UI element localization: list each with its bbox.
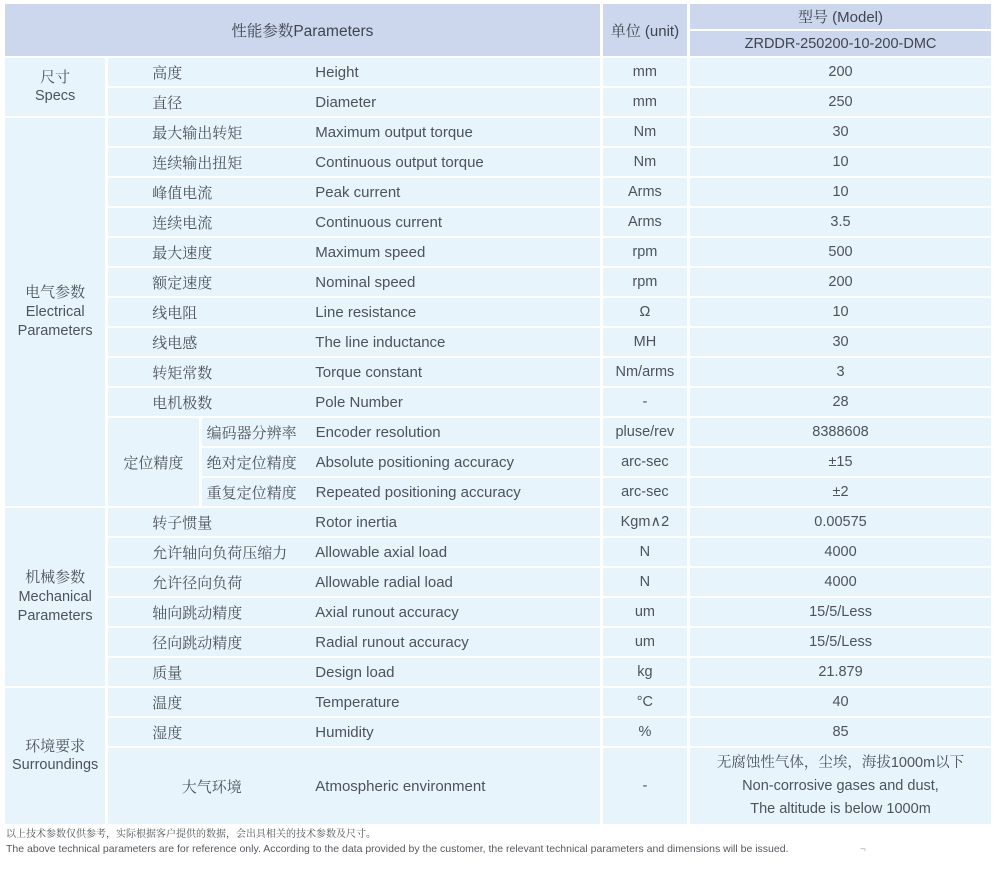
param-zh: 最大输出转矩 (152, 124, 243, 142)
spec-row (5, 178, 991, 206)
param-en: Rotor inertia (315, 513, 397, 531)
value-line: The altitude is below 1000m (750, 800, 931, 817)
param-en: Allowable axial load (315, 543, 448, 561)
value-cell: 30 (690, 118, 991, 146)
value-cell: 10 (690, 148, 991, 176)
spec-row (5, 718, 991, 746)
param-cell (108, 268, 599, 296)
unit-cell: kg (603, 658, 687, 686)
spec-row (5, 358, 991, 386)
unit-cell: Nm (603, 118, 687, 146)
param-en: Allowable radial load (315, 573, 453, 591)
spec-row (5, 538, 991, 566)
param-en: Continuous output torque (315, 153, 484, 171)
param-zh: 质量 (152, 664, 183, 682)
unit-cell: pluse/rev (603, 418, 687, 446)
param-en: Pole Number (315, 393, 403, 411)
spec-row (5, 418, 991, 446)
unit-cell: rpm (603, 268, 687, 296)
param-zh: 高度 (152, 64, 183, 82)
spec-row (5, 568, 991, 596)
value-cell: 15/5/Less (690, 598, 991, 626)
param-zh: 峰值电流 (152, 184, 213, 202)
param-cell (108, 358, 599, 386)
category-en: Mechanical Parameters (17, 588, 93, 624)
value-cell: 4000 (690, 538, 991, 566)
category-cell-mechanical (5, 508, 105, 686)
param-zh: 允许轴向负荷压缩力 (152, 544, 288, 562)
param-cell (108, 628, 599, 656)
param-cell (108, 88, 599, 116)
value-cell: 30 (690, 328, 991, 356)
param-cell (202, 448, 600, 476)
unit-header: 单位 (unit) (603, 4, 687, 56)
param-en: Design load (315, 663, 395, 681)
param-zh: 大气环境 (181, 778, 242, 796)
param-zh: 电机极数 (152, 394, 213, 412)
subgroup-positioning-accuracy: 定位精度 (108, 418, 198, 506)
unit-cell: mm (603, 88, 687, 116)
unit-cell: N (603, 538, 687, 566)
value-cell: 0.00575 (690, 508, 991, 536)
param-en: Encoder resolution (315, 423, 441, 441)
spec-table (2, 2, 994, 826)
unit-cell: % (603, 718, 687, 746)
param-en: Temperature (315, 693, 400, 711)
param-cell (108, 298, 599, 326)
param-cell (108, 208, 599, 236)
param-en: Line resistance (315, 303, 417, 321)
value-cell: ±2 (690, 478, 991, 506)
value-cell: 15/5/Less (690, 628, 991, 656)
param-en: Repeated positioning accuracy (315, 483, 521, 501)
param-en: Continuous current (315, 213, 443, 231)
param-cell (108, 328, 599, 356)
param-en: The line inductance (315, 333, 446, 351)
param-zh: 湿度 (152, 724, 183, 742)
unit-cell: arc-sec (603, 478, 687, 506)
spec-row (5, 298, 991, 326)
param-zh: 温度 (152, 694, 183, 712)
param-cell (108, 508, 599, 536)
param-cell (108, 538, 599, 566)
unit-cell: Nm/arms (603, 358, 687, 386)
category-cell-surroundings (5, 688, 105, 824)
category-zh: 电气参数 (25, 283, 86, 301)
model-header: 型号 (Model) (690, 4, 991, 29)
param-zh: 重复定位精度 (206, 484, 297, 502)
unit-cell: - (603, 748, 687, 824)
spec-row (5, 628, 991, 656)
param-en: Atmospheric environment (315, 777, 486, 795)
unit-cell: N (603, 568, 687, 596)
value-cell: 200 (690, 268, 991, 296)
spec-row (5, 118, 991, 146)
param-zh: 转矩常数 (152, 364, 213, 382)
header-row (5, 4, 991, 29)
param-zh: 连续输出扭矩 (152, 154, 243, 172)
spec-row (5, 748, 991, 824)
unit-cell: °C (603, 688, 687, 716)
value-cell: 10 (690, 298, 991, 326)
param-cell (202, 418, 600, 446)
value-cell: 200 (690, 58, 991, 86)
value-cell (690, 748, 991, 824)
param-cell (108, 178, 599, 206)
spec-row (5, 508, 991, 536)
spec-row (5, 658, 991, 686)
unit-cell: Ω (603, 298, 687, 326)
value-cell: 21.879 (690, 658, 991, 686)
param-zh: 转子惯量 (152, 514, 213, 532)
param-zh: 允许径向负荷 (152, 574, 243, 592)
category-zh: 环境要求 (25, 737, 86, 755)
unit-cell: - (603, 388, 687, 416)
spec-row (5, 688, 991, 716)
category-zh: 机械参数 (25, 568, 86, 586)
spec-row (5, 238, 991, 266)
value-cell: 500 (690, 238, 991, 266)
value-cell: 8388608 (690, 418, 991, 446)
param-cell (202, 478, 600, 506)
category-en: Specs (34, 88, 76, 105)
param-zh: 直径 (152, 94, 183, 112)
param-cell (108, 658, 599, 686)
unit-cell: Arms (603, 178, 687, 206)
spec-row (5, 598, 991, 626)
unit-cell: rpm (603, 238, 687, 266)
param-cell (108, 148, 599, 176)
param-en: Maximum speed (315, 243, 426, 261)
spec-row (5, 388, 991, 416)
value-cell: 40 (690, 688, 991, 716)
param-cell (108, 388, 599, 416)
param-en: Height (315, 63, 359, 81)
spec-row (5, 88, 991, 116)
param-en: Maximum output torque (315, 123, 473, 141)
param-cell (108, 238, 599, 266)
param-zh: 径向跳动精度 (152, 634, 243, 652)
spec-row (5, 58, 991, 86)
unit-cell: Arms (603, 208, 687, 236)
param-en: Diameter (315, 93, 377, 111)
param-en: Torque constant (315, 363, 423, 381)
category-en: Electrical Parameters (17, 303, 93, 339)
value-line: 无腐蚀性气体，尘埃，海拔1000m以下 (716, 754, 965, 771)
category-zh: 尺寸 (40, 68, 71, 86)
param-en: Nominal speed (315, 273, 416, 291)
value-cell: 250 (690, 88, 991, 116)
spec-row (5, 328, 991, 356)
corner-mark: ¬ (860, 844, 866, 855)
param-cell (108, 688, 599, 716)
unit-cell: um (603, 628, 687, 656)
param-zh: 编码器分辨率 (206, 424, 297, 442)
parameters-header: 性能参数Parameters (5, 4, 600, 56)
footnote-zh: 以上技术参数仅供参考，实际根据客户提供的数据，会出具相关的技术参数及尺寸。 (6, 829, 376, 840)
category-en: Surroundings (12, 757, 99, 774)
param-en: Humidity (315, 723, 374, 741)
unit-cell: Kgm∧2 (603, 508, 687, 536)
unit-cell: MH (603, 328, 687, 356)
unit-cell: um (603, 598, 687, 626)
param-cell (108, 598, 599, 626)
unit-cell: arc-sec (603, 448, 687, 476)
param-en: Absolute positioning accuracy (315, 453, 515, 471)
param-en: Axial runout accuracy (315, 603, 459, 621)
spec-row (5, 148, 991, 176)
value-cell: 3 (690, 358, 991, 386)
param-zh: 最大速度 (152, 244, 213, 262)
value-line: Non-corrosive gases and dust, (742, 777, 939, 794)
param-cell (108, 748, 599, 824)
param-cell (108, 568, 599, 596)
category-cell-specs (5, 58, 105, 116)
param-zh: 线电感 (152, 334, 198, 352)
category-cell-electrical (5, 118, 105, 506)
param-cell (108, 718, 599, 746)
value-cell: 85 (690, 718, 991, 746)
unit-cell: Nm (603, 148, 687, 176)
param-cell (108, 58, 599, 86)
spec-row (5, 268, 991, 296)
spec-row (5, 208, 991, 236)
value-cell: 28 (690, 388, 991, 416)
param-zh: 线电阻 (152, 304, 198, 322)
value-cell: ±15 (690, 448, 991, 476)
param-en: Peak current (315, 183, 401, 201)
param-zh: 轴向跳动精度 (152, 604, 243, 622)
value-cell: 4000 (690, 568, 991, 596)
model-number: ZRDDR-250200-10-200-DMC (690, 31, 991, 56)
footnotes (2, 828, 1000, 856)
param-en: Radial runout accuracy (315, 633, 469, 651)
value-cell: 3.5 (690, 208, 991, 236)
value-cell: 10 (690, 178, 991, 206)
param-zh: 连续电流 (152, 214, 213, 232)
unit-cell: mm (603, 58, 687, 86)
param-zh: 绝对定位精度 (206, 454, 297, 472)
footnote-en: The above technical parameters are for reference only. According to the data provided by the customer, the relevant technical parameters and dimensions will be issued. (6, 843, 789, 855)
param-cell (108, 118, 599, 146)
param-zh: 额定速度 (152, 274, 213, 292)
